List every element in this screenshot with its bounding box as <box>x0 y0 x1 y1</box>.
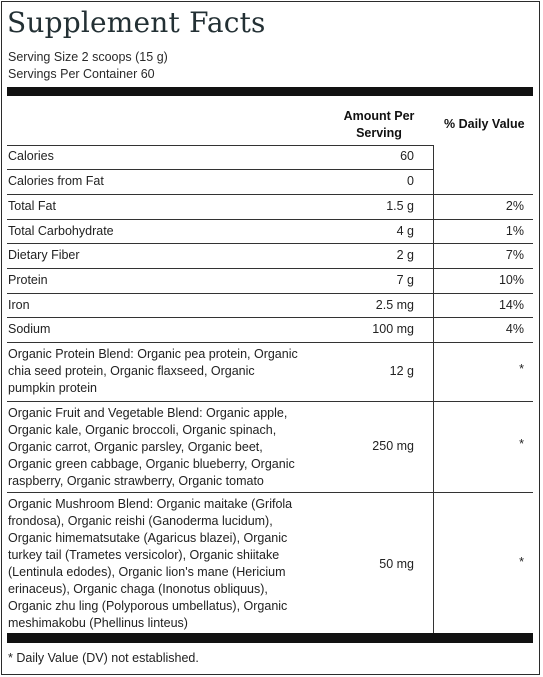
row-calories-fat-amount: 0 <box>407 174 414 188</box>
row-calories-fat-name: Calories from Fat <box>8 174 104 188</box>
header-daily-value: % Daily Value <box>444 117 525 131</box>
row-protein-name: Protein <box>8 273 48 287</box>
row-total-carb-amount: 4 g <box>396 224 414 238</box>
row-fiber-dv: 7% <box>505 248 524 262</box>
fruit-veg-blend-dv: * <box>519 437 524 451</box>
divider <box>7 194 533 195</box>
row-iron-name: Iron <box>8 298 30 312</box>
row-total-fat-name: Total Fat <box>8 199 56 213</box>
row-total-carb-dv: 1% <box>505 224 524 238</box>
fruit-veg-blend-amount: 250 mg <box>372 439 414 453</box>
row-iron-amount: 2.5 mg <box>375 298 414 312</box>
divider <box>7 317 533 318</box>
divider <box>7 342 533 343</box>
row-fiber-amount: 2 g <box>396 248 414 262</box>
thick-divider-bottom <box>7 633 533 643</box>
row-sodium-amount: 100 mg <box>372 322 414 336</box>
thick-divider-top <box>7 87 533 96</box>
row-total-fat-dv: 2% <box>505 199 524 213</box>
divider <box>7 492 533 493</box>
divider <box>7 268 533 269</box>
divider <box>7 293 533 294</box>
column-divider <box>433 145 434 633</box>
divider <box>7 145 433 146</box>
divider <box>7 243 533 244</box>
row-protein-dv: 10% <box>498 273 524 287</box>
row-calories-name: Calories <box>8 149 54 163</box>
mushroom-blend-amount: 50 mg <box>379 557 414 571</box>
panel-title: Supplement Facts <box>7 6 266 39</box>
protein-blend-dv: * <box>519 362 524 376</box>
fruit-veg-blend-text: Organic Fruit and Vegetable Blend: Organic apple, Organic kale, Organic broccoli, Organic spinach, Organic carrot, Organic parsley, Organic beet, Organic green cabbage, Organic blueberry, Organic raspberry, Organic strawberry, Organic tomato <box>8 406 295 488</box>
serving-size: Serving Size 2 scoops (15 g) <box>8 50 168 64</box>
mushroom-blend-dv: * <box>519 555 524 569</box>
header-amount-per-serving: Amount Per Serving <box>343 109 415 140</box>
row-total-carb-name: Total Carbohydrate <box>8 224 114 238</box>
divider <box>7 169 433 170</box>
protein-blend-amount: 12 g <box>389 364 414 378</box>
row-sodium-dv: 4% <box>505 322 524 336</box>
protein-blend-text: Organic Protein Blend: Organic pea protein, Organic chia seed protein, Organic flaxseed, Organic pumpkin protein <box>8 347 298 395</box>
row-iron-dv: 14% <box>498 298 524 312</box>
mushroom-blend-text: Organic Mushroom Blend: Organic maitake (Grifola frondosa), Organic reishi (Ganoderma lucidum), Organic himematsutake (Agaricus blazei), Organic turkey tail (Trametes versicolor), Organic shiitake (Lentinula edodes), Organic lion's mane (Hericium erinaceus), Organic chaga (Inonotus obliquus), Organic zhu ling (Polyporous umbellatus), Organic meshimakobu (Phellinus linteus) <box>8 497 293 630</box>
row-protein-amount: 7 g <box>396 273 414 287</box>
row-sodium-name: Sodium <box>8 322 51 336</box>
row-fiber-name: Dietary Fiber <box>8 248 80 262</box>
row-total-fat-amount: 1.5 g <box>386 199 414 213</box>
divider <box>7 219 533 220</box>
divider <box>7 401 533 402</box>
servings-per-container: Servings Per Container 60 <box>8 67 155 81</box>
row-calories-amount: 60 <box>400 149 414 163</box>
footnote: * Daily Value (DV) not established. <box>8 651 199 665</box>
